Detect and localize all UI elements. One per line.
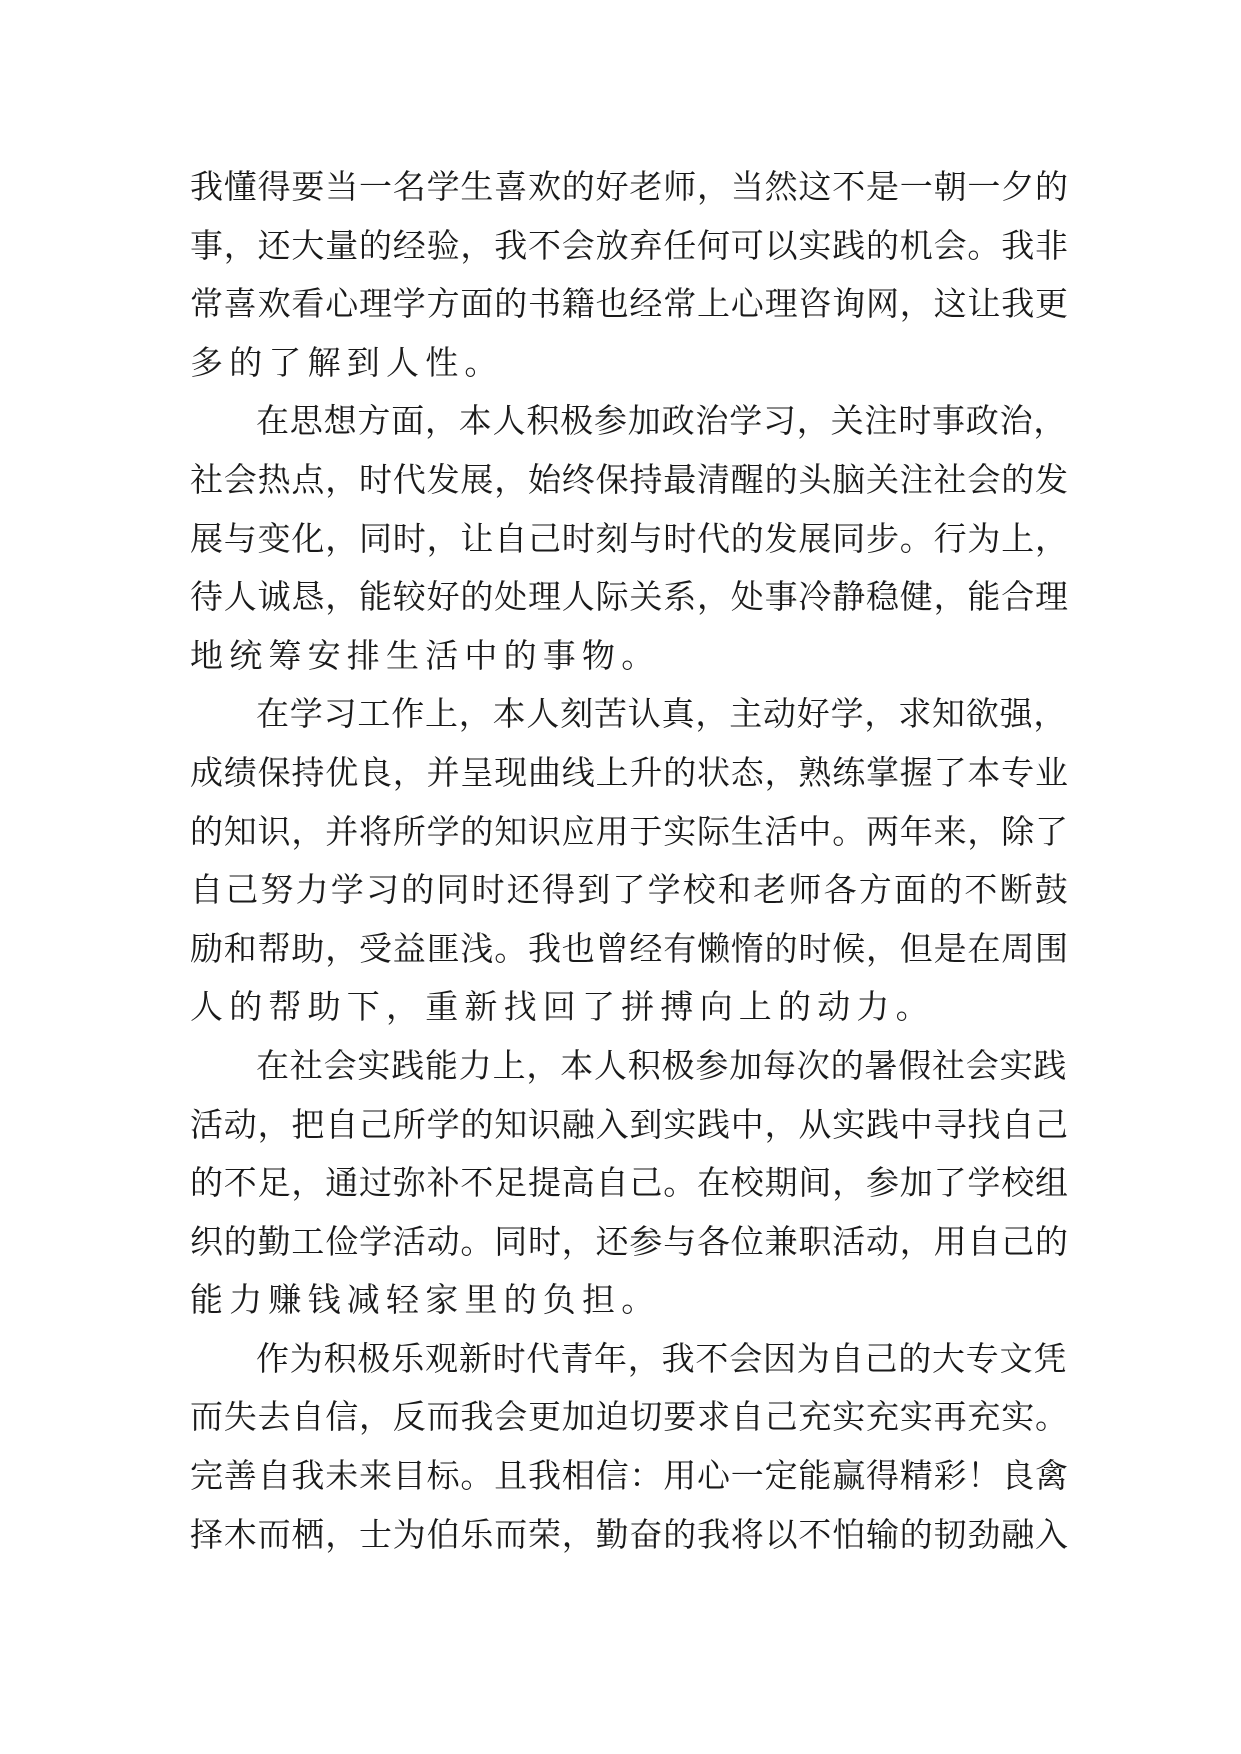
text-line: 作为积极乐观新时代青年，我不会因为自己的大专文凭 (256, 1338, 1068, 1378)
text-line: 在社会实践能力上，本人积极参加每次的暑假社会实践 (256, 1045, 1068, 1085)
text-line: 多的了解到人性。 (190, 342, 504, 382)
text-line: 励和帮助，受益匪浅。我也曾经有懒惰的时候，但是在周围 (190, 928, 1069, 968)
text-line: 地统筹安排生活中的事物。 (190, 635, 661, 675)
text-line: 社会热点，时代发展，始终保持最清醒的头脑关注社会的发 (190, 459, 1069, 499)
document-body (190, 158, 1070, 1564)
text-line: 事，还大量的经验，我不会放弃任何可以实践的机会。我非 (190, 225, 1069, 265)
text-line: 择木而栖，士为伯乐而荣，勤奋的我将以不怕输的韧劲融入 (190, 1514, 1069, 1554)
text-line: 常喜欢看心理学方面的书籍也经常上心理咨询网，这让我更 (190, 284, 1069, 324)
text-line: 展与变化，同时，让自己时刻与时代的发展同步。行为上， (190, 518, 1069, 558)
text-line: 而失去自信，反而我会更加迫切要求自己充实充实再充实。 (190, 1397, 1069, 1437)
text-line: 成绩保持优良，并呈现曲线上升的状态，熟练掌握了本专业 (190, 752, 1069, 792)
text-line: 完善自我未来目标。且我相信：用心一定能赢得精彩！良禽 (190, 1456, 1069, 1496)
text-line: 人的帮助下，重新找回了拼搏向上的动力。 (190, 987, 935, 1027)
text-line: 在学习工作上，本人刻苦认真，主动好学，求知欲强， (256, 694, 1068, 734)
text-line: 待人诚恳，能较好的处理人际关系，处事冷静稳健，能合理 (190, 577, 1069, 617)
text-line: 织的勤工俭学活动。同时，还参与各位兼职活动，用自己的 (190, 1221, 1069, 1261)
text-line: 我懂得要当一名学生喜欢的好老师，当然这不是一朝一夕的 (190, 167, 1069, 206)
text-line: 在思想方面，本人积极参加政治学习，关注时事政治， (256, 401, 1068, 441)
text-line: 的不足，通过弥补不足提高自己。在校期间，参加了学校组 (190, 1163, 1069, 1203)
text-line: 的知识，并将所学的知识应用于实际生活中。两年来，除了 (190, 811, 1069, 851)
text-line: 自己努力学习的同时还得到了学校和老师各方面的不断鼓 (190, 870, 1070, 910)
text-line: 能力赚钱减轻家里的负担。 (190, 1280, 661, 1320)
text-line: 活动，把自己所学的知识融入到实践中，从实践中寻找自己 (190, 1104, 1069, 1144)
